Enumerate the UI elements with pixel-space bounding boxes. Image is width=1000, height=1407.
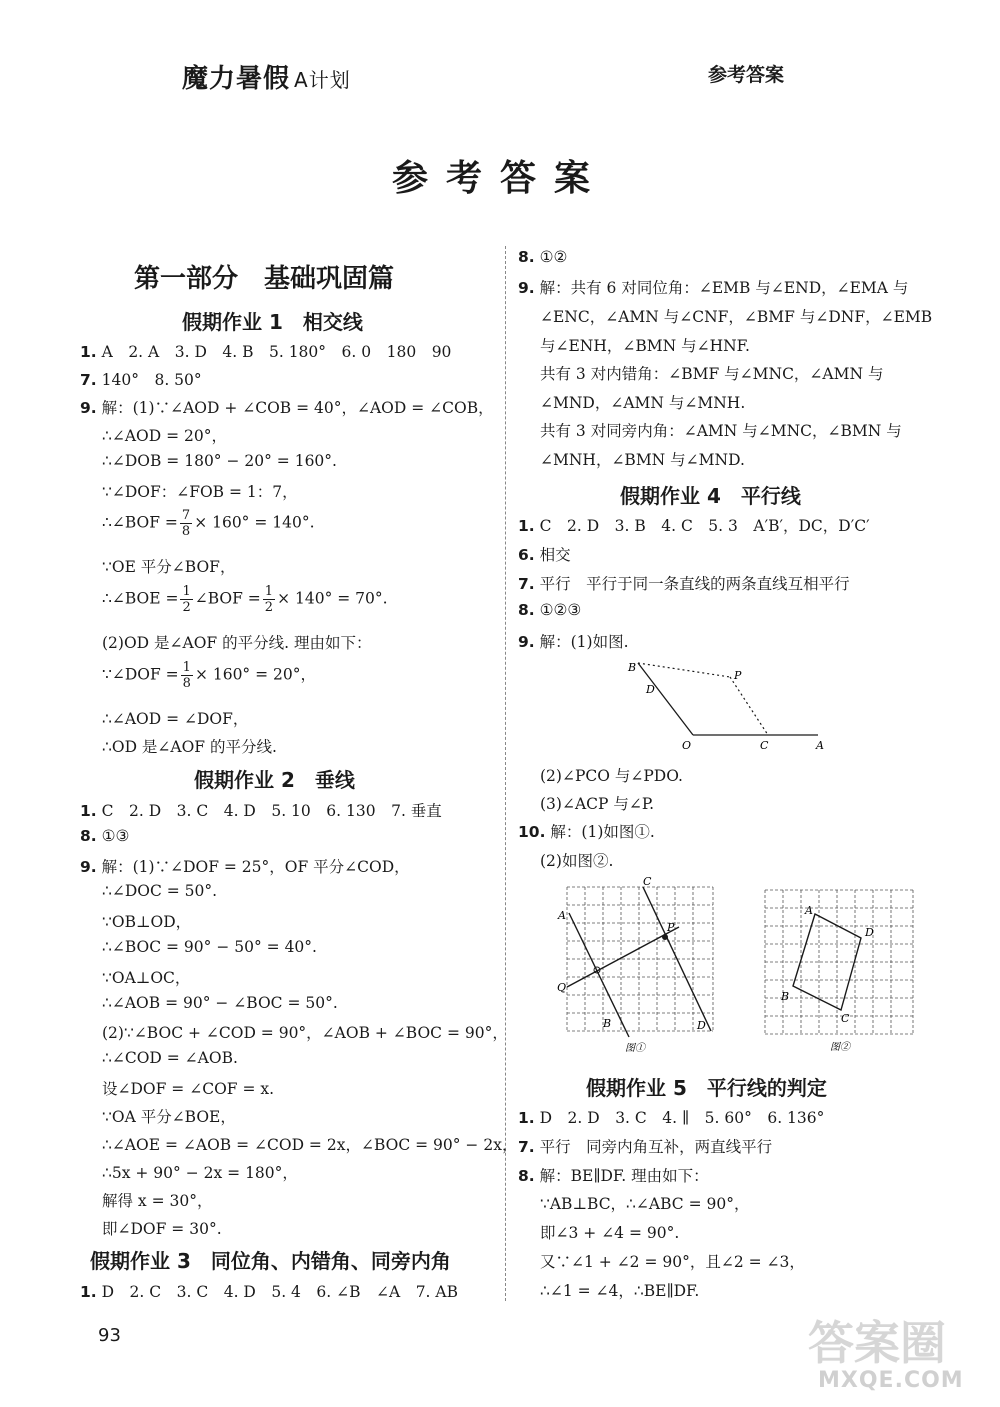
header-section-label: 参考答案 [708,64,785,86]
answer-line: 与∠ENH，∠BMN 与∠HNF. [540,337,750,355]
point-label: D [646,683,655,696]
header-brand-sub: A计划 [294,68,351,92]
answer-line: 7. 平行 同旁内角互补，两直线平行 [518,1138,773,1156]
answer-line: ∵OA⊥OC， [102,969,191,987]
answer-line: 8. ①② [518,248,568,266]
figure-caption: 图① [625,1043,645,1054]
point-label: D [697,1019,706,1032]
figure-caption: 图② [830,1042,850,1053]
answer-line: ∠ENC，∠AMN 与∠CNF，∠BMF 与∠DNF，∠EMB [540,308,933,326]
answer-line: ∴5x + 90° − 2x = 180°， [102,1164,298,1182]
answer-line: ∵OB⊥OD， [102,913,192,931]
fraction: $\frac{1}{8}$ [182,660,191,691]
parallel-lines-figure [620,655,840,755]
point-label: A [558,909,566,922]
answer-line: ∴OD 是∠AOF 的平分线. [102,738,277,756]
answer-line: 即∠3 + ∠4 = 90°. [540,1224,680,1242]
answer-line: 9. 解：(1)如图. [518,633,629,651]
answer-line: ∴∠AOB = 90° − ∠BOC = 50°. [102,994,338,1012]
point-label: A [805,904,813,917]
answer-line: ∴∠AOD = ∠DOF， [102,710,249,728]
answer-line: 即∠DOF = 30°. [102,1220,222,1238]
answer-line: 8. ①②③ [518,601,582,619]
fraction: $\frac{7}{8}$ [181,508,191,539]
answer-line: ∵OE 平分∠BOF， [102,558,236,576]
answer-line: 7. 140° 8. 50° [80,371,202,389]
point-label: B [628,661,637,674]
answer-line: 10. 解：(1)如图①. [518,823,655,841]
answer-line: 9. 解：共有 6 对同位角：∠EMB 与∠END，∠EMA 与 [518,279,909,297]
answer-line: (3)∠ACP 与∠P. [540,795,655,813]
answer-line: (2)OD 是∠AOF 的平分线. 理由如下： [102,634,372,652]
point-label: P [667,921,675,934]
point-label: C [643,875,652,888]
answer-line: ∴∠1 = ∠4，∴BE∥DF. [540,1282,700,1300]
answer-line: 1. C 2. D 3. C 4. D 5. 10 6. 130 7. 垂直 [80,802,442,820]
point-label: C [760,739,769,752]
point-label: D [865,926,874,939]
fraction: $\frac{1}{2}$ [182,584,191,615]
section-title-5: 假期作业 5 平行线的判定 [586,1076,827,1100]
answer-line: ∴∠COD = ∠AOB. [102,1049,238,1067]
page-number: 93 [98,1325,121,1346]
answer-line: 1. C 2. D 3. B 4. C 5. 3 A′B′，DC，D′C′ [518,517,870,535]
grid-figure-1 [555,875,725,1055]
answer-line: ∵∠DOF = $\frac{1}{8}$ × 160° = 20°， [102,660,317,691]
answer-line: ∠MNH，∠BMN 与∠MND. [540,451,745,469]
answer-line: ∵AB⊥BC，∴∠ABC = 90°， [540,1195,750,1213]
answer-line: (2)∠PCO 与∠PDO. [540,767,683,785]
point-label: B [603,1017,612,1030]
answer-line: 9. 解：(1)∵∠AOD + ∠COB = 40°，∠AOD = ∠COB， [80,399,494,417]
answer-line: 6. 相交 [518,546,571,564]
answer-line: ∴∠DOB = 180° − 20° = 160°. [102,452,337,470]
fraction: $\frac{1}{2}$ [264,584,274,615]
page-title: 参考答案 [391,158,608,199]
answer-line: ∵OA 平分∠BOE， [102,1108,236,1126]
point-label: P [734,669,742,682]
answer-line: 解得 x = 30°， [102,1192,213,1210]
answer-line: ∴∠BOC = 90° − 50° = 40°. [102,938,317,956]
answer-line: 1. A 2. A 3. D 4. B 5. 180° 6. 0 180 90 [80,343,452,361]
section-title-2: 假期作业 2 垂线 [194,768,355,792]
answer-line: (2)∵∠BOC + ∠COD = 90°，∠AOB + ∠BOC = 90°， [102,1024,508,1042]
answer-line: 7. 平行 平行于同一条直线的两条直线互相平行 [518,575,850,593]
section-title-3: 假期作业 3 同位角、内错角、同旁内角 [90,1249,451,1273]
answer-line: 9. 解：(1)∵∠DOF = 25°，OF 平分∠COD， [80,858,410,876]
answer-line: ∠MND，∠AMN 与∠MNH. [540,394,746,412]
point-label: B [781,990,790,1003]
answer-line: (2)如图②. [540,852,614,870]
section-title-4: 假期作业 4 平行线 [620,484,801,508]
watermark-url: MXQE.COM [818,1368,964,1393]
answer-line: 又∵∠1 + ∠2 = 90°，且∠2 = ∠3， [540,1253,805,1271]
answer-line: 共有 3 对内错角：∠BMF 与∠MNC，∠AMN 与 [540,365,884,383]
point-label: O [682,739,692,752]
answer-line: 共有 3 对同旁内角：∠AMN 与∠MNC，∠BMN 与 [540,422,902,440]
answer-line: 1. D 2. D 3. C 4. ∥ 5. 60° 6. 136° [518,1109,825,1127]
answer-line: ∴∠DOC = 50°. [102,882,218,900]
answer-line: 8. 解：BE∥DF. 理由如下： [518,1167,709,1185]
point-label: Q [557,981,567,994]
point-label: C [841,1012,850,1025]
grid-figure-2 [755,880,920,1055]
section-title-1: 假期作业 1 相交线 [182,310,363,334]
watermark-logo: 答案圈 [808,1316,946,1370]
answer-line: ∴∠BOE = $\frac{1}{2}$ ∠BOF = $\frac{1}{2}$ × 140° = 70°. [102,584,388,615]
answer-line: 设∠DOF = ∠COF = x. [102,1080,275,1098]
part-title: 第一部分 基础巩固篇 [134,264,395,294]
answer-line: ∴∠AOD = 20°， [102,427,227,445]
answer-line: 8. ①③ [80,827,130,845]
answer-line: ∴∠AOE = ∠AOB = ∠COD = 2x，∠BOC = 90° − 2x， [102,1136,518,1154]
answer-line: ∴∠BOF = $\frac{7}{8}$ × 160° = 140°. [102,508,315,539]
answer-line: 1. D 2. C 3. C 4. D 5. 4 6. ∠B ∠A 7. AB [80,1283,458,1301]
header-brand: 魔力暑假 A计划 [182,64,351,94]
answer-line: ∵∠DOF：∠FOB = 1：7， [102,483,298,501]
point-label: A [816,739,824,752]
